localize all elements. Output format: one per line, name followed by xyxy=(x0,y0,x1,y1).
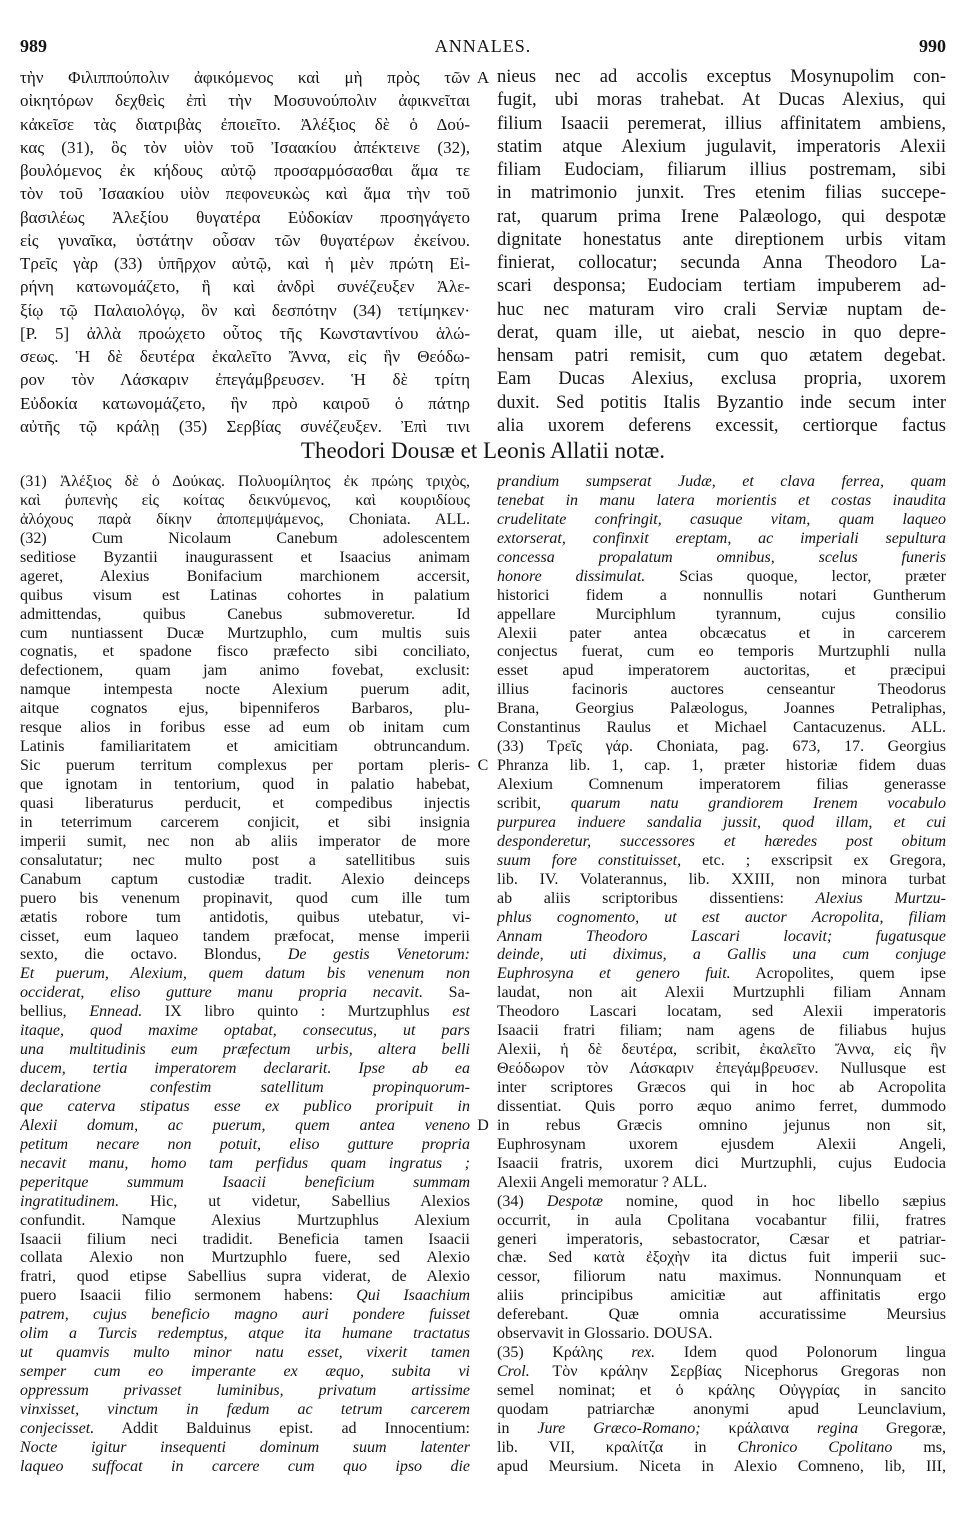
note-line xyxy=(20,965,470,984)
notes-right-column xyxy=(497,473,946,1477)
italic-text: una multitudinis eum præfectum urbis, altera belli xyxy=(20,1041,470,1059)
note-line: laudat, non ait Alexii Murtzuphli filiam Annam xyxy=(497,984,946,1002)
note-line xyxy=(20,1041,470,1060)
note-line xyxy=(497,568,946,587)
note-line: Θεόδωρον τὸν Λάσκαριν ἐπεγάμβρευσεν. Nullusque est xyxy=(497,1060,946,1078)
roman-text: Sa- xyxy=(422,984,470,1002)
page-number-right: 990 xyxy=(919,36,946,56)
note-line xyxy=(497,492,946,511)
note-line: quasi liberaturus perducit, et compedibus injectis xyxy=(20,794,470,812)
note-line xyxy=(497,1363,946,1382)
note-line xyxy=(20,1344,470,1363)
roman-text: Scias quoque, lector, præter xyxy=(645,567,946,585)
note-line: lib. IV. Volaterannus, lib. XXIII, non minora turbat xyxy=(497,870,946,888)
italic-text: Ennead. xyxy=(89,1003,143,1021)
italic-text: que caterva stipatus esse ex publico proripuit in xyxy=(20,1097,470,1115)
italic-text: suum fore constituisset, xyxy=(497,851,682,869)
italic-text: regina xyxy=(816,1419,859,1437)
note-line xyxy=(20,1382,470,1401)
roman-text: (34) xyxy=(497,1192,547,1210)
note-line xyxy=(497,1193,946,1212)
italic-text: extorserat, confinxit ereptam, ac imperiali sepultura xyxy=(497,529,946,547)
note-line xyxy=(497,1344,946,1363)
note-line: Theodoro Lascari locatam, sed Alexii imperatoris xyxy=(497,1003,946,1021)
italic-text: prandium sumpserat Judæ, et clava ferrea, quam xyxy=(497,473,946,490)
note-line xyxy=(20,1420,470,1439)
latin-text-line: finierat, collocatur; secunda Anna Theodoro La- xyxy=(497,253,946,274)
latin-text-line: filiam Eudociam, filiarum illius postremam, sibi xyxy=(497,160,946,181)
note-line: dissentiat. Quis porro æquo animo ferret, dummodo xyxy=(497,1097,946,1115)
note-line xyxy=(20,1060,470,1079)
note-line xyxy=(20,1174,470,1193)
italic-text: Qui Isaachium xyxy=(356,1287,470,1305)
latin-text-line: fugit, ubi moras trahebat. At Ducas Alexius, qui xyxy=(497,90,946,111)
note-line: observavit in Glossario. DOUSA. xyxy=(497,1325,713,1343)
note-line: Alexii, ἡ δὲ δευτέρα, scribit, ἐκαλεῖτο Ἄννα, εἰς ἣν xyxy=(497,1041,946,1059)
italic-text: laqueo suffocat in carcere cum quo ipso die xyxy=(20,1457,470,1475)
greek-text-line: Εὐδοκία κατωνομάζετο, ἣν πρὸ καιροῦ ὁ πάτηρ xyxy=(20,393,470,413)
italic-text: purpurea induere sandalia jussit, quod illam, et cui xyxy=(497,813,946,831)
greek-text-line: τὴν Φιλιππούπολιν ἀφικόμενος καὶ μὴ πρὸς τῶν xyxy=(20,68,470,87)
note-line xyxy=(20,1287,470,1306)
note-line: fratri, quod etipse Sabellius supra viderat, de Alexio xyxy=(20,1268,470,1286)
italic-text: Nocte igitur insequenti dominum suum latenter xyxy=(20,1438,470,1456)
note-line: Alexium Comnenum imperatorem filias generasse xyxy=(497,776,946,793)
latin-text-line: Eam Ducas Alexius, exclusa propria, uxorem xyxy=(497,369,946,390)
note-line xyxy=(20,1079,470,1098)
roman-text: Τὸν κράλην Σερβίας Nicephorus Gregoras non xyxy=(529,1363,946,1381)
note-line: aliis principibus amicitiæ aut affinitatis ergo xyxy=(497,1287,946,1305)
note-line: cisset, eum laqueo tandem præfocat, mense imperii xyxy=(20,927,470,945)
note-line: cognatis, et spadone fisco præfecto sibi conciliato, xyxy=(20,643,470,661)
note-line: Brana, Georgius Palæologus, Joannes Petraliphas, xyxy=(497,700,946,718)
italic-text: olim a Turcis redemptus, atque ita humane tractatus xyxy=(20,1325,470,1343)
note-line: historici fidem a nonnullis notari Guntherum xyxy=(497,586,946,604)
note-line: collata Alexio non Murtzuphlo fuere, sed Alexio xyxy=(20,1249,470,1267)
greek-text-line: [P. 5] ἀλλὰ προώχετο οὗτος τῆς Κωνσταντίνου ἁλώ- xyxy=(20,323,470,343)
italic-text: desponderetur, successores et hæredes post obitum xyxy=(497,832,946,850)
note-line: Euphrosynam uxorem ejusdem Alexii Angeli, xyxy=(497,1135,946,1153)
italic-text: est xyxy=(452,1003,470,1021)
latin-text-line: nieus nec ad accolis exceptus Mosynupolim con- xyxy=(497,67,946,87)
roman-text: κράλαινα xyxy=(700,1419,817,1437)
note-line xyxy=(20,1136,470,1155)
roman-text: ms, xyxy=(892,1438,946,1456)
roman-text: Idem quod Polonorum lingua xyxy=(655,1344,946,1362)
note-line: Alexii Angeli memoratur ? ALL. xyxy=(497,1173,708,1191)
roman-text: IX libro quinto : Murtzuphlus xyxy=(142,1003,453,1021)
note-line xyxy=(20,1325,470,1344)
greek-text-line: Τρεῖς γὰρ (33) ὑπῆρχον αὐτῷ, καὶ ἡ μὲν πρώτη Εἰ- xyxy=(20,254,470,274)
latin-text-line: rat, quarum prima Irene Palæologo, qui despotæ xyxy=(497,206,946,227)
roman-text: scribit, xyxy=(497,794,571,812)
roman-text: Acropolites, quem ipse xyxy=(730,965,946,983)
greek-text-line: κας (31), ὃς τὸν υἱὸν τοῦ Ἰσαακίου ἀπέκτεινε (32), xyxy=(20,137,470,157)
note-line xyxy=(497,909,946,928)
note-line: esset apud imperatorem auctoritas, et præcipui xyxy=(497,662,946,680)
greek-text-line: οἰκητόρων δεχθεὶς ἐπὶ τὴν Μοσυνούπολιν ἀφικνεῖται xyxy=(20,91,470,111)
italic-text: Euphrosyna et genero fuit. xyxy=(497,965,731,983)
page-number-left: 989 xyxy=(20,36,47,56)
note-line: cessor, filiorum natu maximus. Nonnunquam et xyxy=(497,1268,946,1286)
italic-text: crudelitate confringit, casuque vitam, quam laqueo xyxy=(497,510,946,528)
greek-text-line: τὸν τοῦ Ἰσαακίου υἱὸν πεφονευκὼς καὶ ἅμα τὴν τοῦ xyxy=(20,184,470,204)
note-line xyxy=(20,1117,470,1136)
note-line: confundit. Namque Alexius Murtzuphlus Alexium xyxy=(20,1211,470,1229)
note-line: semel nominat; et ὁ κράλης Οὐγγρίας in sancito xyxy=(497,1382,946,1399)
italic-text: De gestis Venetorum: xyxy=(287,946,470,964)
notes-left-column xyxy=(20,473,470,1477)
note-line: admittendas, quibus Canebus submoveretur. Id xyxy=(20,605,470,623)
note-line: deferebant. Quæ omnia accuratissime Meursius xyxy=(497,1306,946,1324)
italic-text: Et puerum, Alexium, quem datum bis venenum non xyxy=(20,965,470,983)
note-line xyxy=(497,890,946,909)
note-line: apud Meursium. Niceta in Alexio Comneno, lib, III, xyxy=(497,1457,946,1475)
italic-text: ducem, tertia imperatorem declararit. Ipse ab ea xyxy=(20,1060,470,1078)
italic-text: tenebat in manu latera morientis et costas inaudita xyxy=(497,491,946,509)
italic-text: petitum necare non potuit, eliso gutture propria xyxy=(20,1135,470,1153)
greek-text-line: ρήνη κατωνομάζετο, ἣ καὶ ἀνδρὶ συνέζευξεν Ἀλε- xyxy=(20,277,470,297)
latin-translation-column xyxy=(497,66,946,438)
note-line: chæ. Sed κατὰ ἐξοχὴν ita dictus fuit imperii suc- xyxy=(497,1249,946,1267)
note-line xyxy=(20,1155,470,1174)
italic-text: semper cum eo imperante ex æquo, subita vi xyxy=(20,1363,470,1381)
italic-text: Alexius Murtzu- xyxy=(815,889,946,907)
latin-text-line: duxit. Sed potitis Italis Byzantio inde secum inter xyxy=(497,392,946,413)
note-line xyxy=(497,814,946,833)
latin-text-line: scari desponsa; Eudociam tertiam impuberem ad- xyxy=(497,276,946,297)
roman-text: sexto, die octavo. Blondus, xyxy=(20,946,288,964)
latin-text-line: hensam patri remisit, cum quo ætatem degebat. xyxy=(497,346,946,367)
page-header xyxy=(20,34,946,58)
note-line xyxy=(20,1401,470,1420)
note-line: καὶ ῥυπενὴς εἰς κοίτας δεικνύμενος, καὶ κουριδίους xyxy=(20,491,470,509)
note-line xyxy=(497,473,946,492)
note-line: seditiose Byzantii inaugurassent et Isaacius animam xyxy=(20,548,470,566)
roman-text: bellius, xyxy=(20,1003,90,1021)
note-line: Isaacii filium neci tradidit. Beneficia tamen Isaacii xyxy=(20,1230,470,1248)
running-title: ANNALES. xyxy=(434,36,532,56)
note-line: (33) Τρεῖς γάρ. Choniata, pag. 673, 17. Georgius xyxy=(497,738,946,756)
roman-text: etc. ; exscripsit ex Gregora, xyxy=(681,851,946,869)
roman-text: nomine, quod in hoc libello sæpius xyxy=(602,1192,946,1210)
note-line: quodam patriarchæ anonymi apud Leunclavium, xyxy=(497,1400,946,1418)
note-line: resque alios in foribus esse ad eum ob initam cum xyxy=(20,719,470,737)
note-line xyxy=(497,965,946,984)
note-line: (31) Ἀλέξιος δὲ ὁ Δούκας. Πολυομίλητος ἐκ πρώης τριχὸς, xyxy=(20,473,470,490)
greek-text-line: σεως. Ἡ δὲ δευτέρα ἐκαλεῖτο Ἄννα, εἰς ἣν Θεόδω- xyxy=(20,347,470,367)
note-line xyxy=(497,549,946,568)
note-line: Constantinus Raulus et Michael Cantacuzenus. ALL. xyxy=(497,719,946,737)
note-line xyxy=(20,1306,470,1325)
italic-text: ut quamvis multo minor natu esset, vixerit tamen xyxy=(20,1344,470,1362)
note-line xyxy=(497,530,946,549)
note-line xyxy=(20,984,470,1003)
note-line: ætatis robore tum antidotis, quibus utebatur, vi- xyxy=(20,908,470,926)
roman-text: Addit Balduinus epist. ad Innocentium: xyxy=(94,1419,470,1437)
italic-text: honore dissimulat. xyxy=(497,567,646,585)
note-line xyxy=(497,852,946,871)
note-line: ἀλόχους παρὰ δίκην ἀποπεμψάμενος, Choniata. ALL. xyxy=(20,510,470,528)
italic-text: deinde, uti diximus, a Gallis una cum conjuge xyxy=(497,946,946,964)
note-line: imperii sumit, nec non ab aliis imperator de more xyxy=(20,832,470,850)
note-line xyxy=(20,1439,470,1458)
note-line: illius facinoris auctores censeantur Theodorus xyxy=(497,681,946,699)
greek-text-line: αὐτῆς τῷ κράλῃ (35) Σερβίας συνέζευξεν. Ἐπὶ τινι xyxy=(20,416,470,436)
margin-marker-d: D xyxy=(477,1117,489,1134)
latin-text-line: in matrimonio junxit. Tres etenim filias succepe- xyxy=(497,183,946,204)
italic-text: concessa propalatum omnibus, scelus funeris xyxy=(497,548,946,566)
note-line: generi imperatoris, sebastocrator, Cæsar et patriar- xyxy=(497,1230,946,1248)
greek-text-line: βουλόμενος ἐκ κήδους αὐτῷ προσαρμόσασθαι ἅμα τε xyxy=(20,161,470,181)
note-line: Canabum captum custodiæ tradit. Alexio deinceps xyxy=(20,870,470,888)
italic-text: vinxisset, vinctum in fædum ac tetrum carcerem xyxy=(20,1400,470,1418)
note-line: Alexii pater antea obcæcatus et in carcerem xyxy=(497,624,946,642)
italic-text: oppressum privasset luminibus, privatum artissime xyxy=(20,1382,470,1399)
note-line xyxy=(20,1193,470,1212)
italic-text: ingratitudinem. xyxy=(20,1192,120,1210)
note-line: (32) Cum Nicolaum Canebum adolescentem xyxy=(20,529,470,547)
italic-text: Annam Theodoro Lascari locavit; fugatusque xyxy=(497,927,946,945)
note-line: aitque cognatos ejus, bipenniferos Barbaros, plu- xyxy=(20,700,470,718)
latin-text-line: huc nec maturam viro crali Serviæ nuptam de- xyxy=(497,299,946,320)
note-line xyxy=(497,946,946,965)
note-line: conjectus fuerat, cum eo temporis Murtzuphli nulla xyxy=(497,643,946,661)
note-line xyxy=(20,1022,470,1041)
note-line xyxy=(20,1458,470,1477)
note-line: occurrit, in aula Cpolitana vocabantur filii, fratres xyxy=(497,1211,946,1229)
note-line: que ignotam in tentorium, quod in palatio habebat, xyxy=(20,776,470,793)
roman-text: Hic, ut videtur, Sabellius Alexios xyxy=(119,1192,470,1210)
note-line: Isaacii fratris, uxorem dici Murtzuphli, cujus Eudocia xyxy=(497,1154,946,1172)
italic-text: Despotæ xyxy=(546,1192,603,1210)
note-line: consalutatur; nec multo post a satellitibus suis xyxy=(20,851,470,869)
italic-text: phlus cognomento, ut est auctor Acropolita, filiam xyxy=(497,908,946,926)
margin-marker-c: C xyxy=(477,757,489,774)
italic-text: declaratione confestim satellitum propinquorum- xyxy=(20,1079,470,1096)
italic-text: conjecisset. xyxy=(20,1419,95,1437)
note-line xyxy=(497,1439,946,1458)
note-line: Latinis familiaritatem et amicitiam obtruncandum. xyxy=(20,738,470,756)
italic-text: peperitque summum Isaacii beneficium summam xyxy=(20,1173,470,1191)
roman-text: Gregoræ, xyxy=(858,1419,946,1437)
italic-text: necavit manu, homo tam perfidus quam ingratus ; xyxy=(20,1154,470,1172)
greek-text-column xyxy=(20,66,470,438)
italic-text: Chronico Cpolitano xyxy=(737,1438,893,1456)
roman-text: (35) Κράλης xyxy=(497,1344,632,1362)
italic-text: quarum natu grandiorem Irenem vocabulo xyxy=(570,794,946,812)
note-line: Sic puerum territum complexus per portam pleris- xyxy=(20,757,470,775)
note-line xyxy=(497,1420,946,1439)
roman-text: ab aliis scriptoribus dissentiens: xyxy=(497,889,816,907)
greek-text-line: κἀκεῖσε τὰς διατριβὰς ἐποιεῖτο. Ἀλέξιος δὲ ὁ Δού- xyxy=(20,114,470,134)
note-line: in teterrimum carcerem conjicit, et sibi insignia xyxy=(20,813,470,831)
latin-text-line: dignitate honestatus ante direptionem urbis vitam xyxy=(497,229,946,250)
margin-marker-a: A xyxy=(476,68,490,87)
note-line: Phranza lib. 1, cap. 1, præter historiæ fidem duas xyxy=(497,757,946,775)
note-line xyxy=(497,511,946,530)
italic-text: rex. xyxy=(631,1344,656,1362)
roman-text: puero Isaacii filio sermonem habens: xyxy=(20,1287,357,1305)
latin-text-line: alia uxorem deferens excessit, certiorque factus xyxy=(497,415,946,436)
note-line: ageret, Alexius Bonifacium marchionem accersit, xyxy=(20,567,470,585)
note-line: defectionem, quam jam animo fovebat, exclusit: xyxy=(20,662,470,680)
italic-text: Crol. xyxy=(497,1363,530,1381)
italic-text: patrem, cujus beneficio magno auri pondere fuisset xyxy=(20,1306,470,1324)
note-line xyxy=(20,1098,470,1117)
latin-text-line: filium Isaacii peremerat, illius affinitatem ambiens, xyxy=(497,113,946,134)
greek-text-line: ρον τὸν Λάσκαριν ἐπεγάμβρευσεν. Ἡ δὲ τρίτη xyxy=(20,370,470,390)
note-line xyxy=(497,833,946,852)
note-line xyxy=(497,795,946,814)
roman-text: lib. VII, κραλίτζα in xyxy=(497,1438,738,1456)
latin-text-line: statim atque Alexium jugulavit, imperatoris Alexii xyxy=(497,136,946,157)
note-line: namque intempesta nocte Alexium puerum adit, xyxy=(20,681,470,699)
note-line: inter scriptores Græcos qui in hoc ab Acropolita xyxy=(497,1079,946,1096)
note-line: puero bis venenum propinavit, quod cum ille tum xyxy=(20,889,470,907)
note-line: in rebus Græcis omnino jejunus non sit, xyxy=(497,1116,946,1134)
greek-text-line: εἰς γυναῖκα, ὑστάτην οὖσαν τῶν θυγατέρων ἐκείνου. xyxy=(20,230,470,250)
note-line: cum nuntiassent Ducæ Murtzuphlo, cum multis suis xyxy=(20,624,470,642)
notes-heading: Theodori Dousæ et Leonis Allatii notæ. xyxy=(300,438,666,463)
note-line xyxy=(20,1003,470,1022)
note-line: Isaacii fratri filiam; nam agens de filiabus hujus xyxy=(497,1022,946,1040)
italic-text: Alexii domum, ac puerum, quem antea veneno xyxy=(20,1116,470,1134)
note-line: appellare Murciphlum tyrannum, cujus consilio xyxy=(497,605,946,623)
note-line xyxy=(497,928,946,947)
italic-text: occiderat, eliso gutture manu propria necavit. xyxy=(20,984,423,1002)
italic-text: itaque, quod maxime optabat, consecutus, ut pars xyxy=(20,1022,470,1040)
note-line xyxy=(20,1363,470,1382)
note-line xyxy=(20,946,470,965)
italic-text: Jure Græco-Romano; xyxy=(537,1419,701,1437)
latin-text-line: derat, quam ille, ut aiebat, nescio in quo depre- xyxy=(497,322,946,343)
greek-text-line: ξίῳ τῷ Παλαιολόγῳ, ὃν καὶ δεσπότην (34) τετίμηκεν· xyxy=(20,300,470,320)
greek-text-line: βασιλέως Ἀλεξίου θυγατέρα Εὐδοκίαν προσηγάγετο xyxy=(20,207,470,227)
note-line: quibus visum est Latinas cohortes in palatium xyxy=(20,586,470,604)
roman-text: in xyxy=(497,1419,538,1437)
